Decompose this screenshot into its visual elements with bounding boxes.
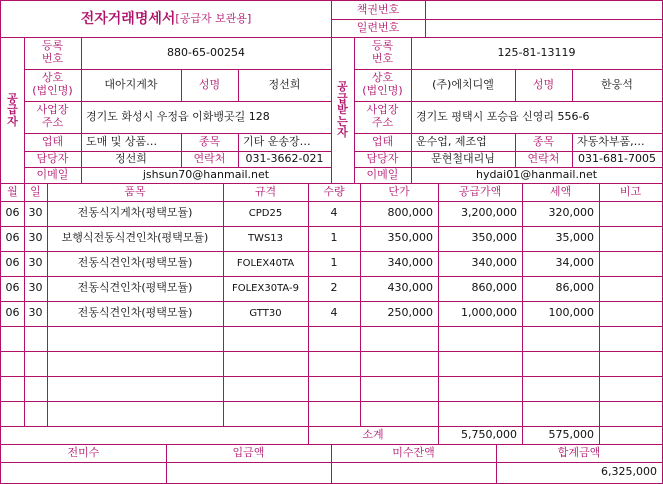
cell-day <box>24 326 47 351</box>
cell-unit-price: 340,000 <box>387 256 433 270</box>
col-item-header: 품목 <box>124 184 146 198</box>
supplier-manager: 정선희 <box>115 151 147 165</box>
supplier-company: 대아지게차 <box>104 77 158 91</box>
cell-supply-value: 350,000 <box>471 231 517 245</box>
cell-note <box>599 226 662 251</box>
cell-spec: CPD25 <box>248 207 283 219</box>
col-note-header: 비고 <box>619 184 642 198</box>
cell-month <box>1 326 24 351</box>
cell-note <box>599 351 662 376</box>
cell-tax: 35,000 <box>555 231 594 245</box>
cell-spec: GTT30 <box>249 307 282 319</box>
unpaid-balance-label: 미수잔액 <box>392 445 435 459</box>
supplier-name: 정선희 <box>268 77 301 91</box>
supplier-reg-no: 880-65-00254 <box>167 45 245 59</box>
cell-month: 06 <box>5 206 20 220</box>
col-tax-header: 세액 <box>549 184 572 198</box>
cell-unit-price <box>360 351 438 376</box>
col-spec-header: 규격 <box>254 184 277 198</box>
total-amount-label: 합계금액 <box>557 445 601 459</box>
title-text: 전자거래명세서 <box>80 10 176 27</box>
cell-qty: 4 <box>330 206 338 220</box>
subtotal-tax: 575,000 <box>548 427 594 441</box>
cell-qty <box>308 376 360 401</box>
table-row <box>1 351 662 376</box>
cell-item-name: 전동식견인차(평택모듈) <box>77 281 193 295</box>
cell-supply-value: 340,000 <box>471 256 517 270</box>
cell-item-name: 보행식전동식견인차(평택모듈) <box>61 231 209 245</box>
cell-unit-price <box>360 401 438 426</box>
items-header-row <box>1 183 662 201</box>
supplier-business-item: 기타 운송장… <box>243 134 311 148</box>
cell-supply-value <box>438 351 522 376</box>
cell-unit-price: 250,000 <box>387 306 433 320</box>
table-row <box>1 276 662 301</box>
cell-note <box>599 251 662 276</box>
cell-tax <box>522 326 599 351</box>
receiver-business-item-label: 종목 <box>532 134 555 148</box>
cell-tax: 100,000 <box>548 306 594 320</box>
cell-item-name: 전동식지게차(평택모듈) <box>77 206 193 220</box>
cell-day <box>24 376 47 401</box>
cell-note <box>599 301 662 326</box>
cell-spec: FOLEX40TA <box>236 257 295 269</box>
table-row <box>1 401 662 426</box>
col-unit-price-header: 단가 <box>388 184 410 198</box>
cell-supply-value: 1,000,000 <box>461 306 517 320</box>
total-amount-value: 6,325,000 <box>601 465 657 479</box>
cell-item-name <box>47 326 223 351</box>
cell-tax: 34,000 <box>555 256 594 270</box>
cell-tax: 86,000 <box>555 281 594 295</box>
cell-qty: 2 <box>330 281 338 295</box>
col-month-header: 월 <box>7 184 18 198</box>
table-row <box>1 376 662 401</box>
supplier-manager-label: 담당자 <box>36 151 69 165</box>
deposit-value <box>166 462 331 483</box>
supplier-reg-no-label: 등록 번호 <box>41 39 64 65</box>
cell-note <box>599 376 662 401</box>
cell-item-name: 전동식견인차(평택모듈) <box>77 256 193 270</box>
cell-qty <box>308 401 360 426</box>
cell-supply-value <box>438 376 522 401</box>
cell-item-name: 전동식견인차(평택모듈) <box>77 306 193 320</box>
supplier-business-item-label: 종목 <box>198 134 221 148</box>
supplier-side-label: 공 급 자 <box>7 91 18 128</box>
subtotal-label: 소계 <box>362 427 384 441</box>
cell-item-name <box>47 376 223 401</box>
cell-unit-price <box>360 376 438 401</box>
subtotal-supply-value: 5,750,000 <box>461 427 517 441</box>
receiver-manager-label: 담당자 <box>366 151 399 165</box>
cell-tax <box>522 401 599 426</box>
cell-unit-price: 800,000 <box>387 206 433 220</box>
book-number-value[interactable] <box>425 1 662 19</box>
cell-day <box>24 401 47 426</box>
title-subtitle: [공급자 보관용] <box>175 11 252 25</box>
receiver-email-label: 이메일 <box>366 167 399 181</box>
supplier-business-type: 도매 및 상품… <box>86 134 158 148</box>
cell-month <box>1 376 24 401</box>
col-day-header: 일 <box>30 184 41 198</box>
cell-month <box>1 401 24 426</box>
cell-supply-value <box>438 326 522 351</box>
serial-number-value[interactable] <box>425 19 662 37</box>
cell-month: 06 <box>5 281 20 295</box>
cell-qty <box>308 326 360 351</box>
table-row <box>1 201 662 226</box>
cell-spec: FOLEX30TA-9 <box>231 282 299 294</box>
supplier-email: jshsun70@hanmail.net <box>142 167 270 181</box>
document-title <box>1 1 331 37</box>
receiver-contact: 031-681-7005 <box>578 151 656 165</box>
receiver-reg-no: 125-81-13119 <box>497 45 576 59</box>
serial-number-label: 일련번호 <box>356 20 400 34</box>
cell-note <box>599 276 662 301</box>
supplier-name-label: 성명 <box>198 77 221 91</box>
cell-day: 30 <box>28 281 43 295</box>
book-number-label: 책권번호 <box>356 2 400 16</box>
receiver-email: hydai01@hanmail.net <box>475 167 598 181</box>
receiver-name: 한웅석 <box>601 77 633 91</box>
receiver-name-label: 성명 <box>532 77 555 91</box>
supplier-contact: 031-3662-021 <box>245 151 324 165</box>
supplier-business-type-label: 업태 <box>41 134 64 148</box>
supplier-email-label: 이메일 <box>36 167 69 181</box>
cell-supply-value: 3,200,000 <box>461 206 517 220</box>
unpaid-balance-value <box>331 462 496 483</box>
cell-unit-price: 430,000 <box>387 281 433 295</box>
cell-qty: 4 <box>330 306 338 320</box>
receiver-business-type: 운수업, 제조업 <box>416 134 487 148</box>
cell-month: 06 <box>5 256 20 270</box>
cell-note <box>599 201 662 226</box>
cell-spec <box>223 326 308 351</box>
receiver-reg-no-label: 등록 번호 <box>371 39 394 65</box>
table-row <box>1 251 662 276</box>
cell-month <box>1 351 24 376</box>
cell-qty: 1 <box>330 231 338 245</box>
deposit-label: 입금액 <box>232 445 265 459</box>
receiver-company: (주)에치디엘 <box>432 77 494 91</box>
table-row <box>1 301 662 326</box>
supplier-company-label: 상호 (법인명) <box>32 71 73 97</box>
col-qty-header: 수량 <box>323 184 345 198</box>
receiver-address: 경기도 평택시 포승읍 신영리 556-6 <box>416 109 590 123</box>
col-supply-value-header: 공급가액 <box>458 184 502 198</box>
cell-spec <box>223 401 308 426</box>
receiver-address-label: 사업장 주소 <box>366 103 399 129</box>
cell-qty: 1 <box>330 256 338 270</box>
cell-supply-value: 860,000 <box>471 281 517 295</box>
cell-unit-price: 350,000 <box>387 231 433 245</box>
supplier-contact-label: 연락처 <box>193 151 226 165</box>
cell-month: 06 <box>5 306 20 320</box>
cell-item-name <box>47 351 223 376</box>
receiver-business-item: 자동차부품,… <box>577 134 645 148</box>
cell-tax: 320,000 <box>548 206 594 220</box>
cell-day: 30 <box>28 256 43 270</box>
receiver-company-label: 상호 (법인명) <box>362 71 403 97</box>
receiver-business-type-label: 업태 <box>371 134 394 148</box>
cell-note <box>599 401 662 426</box>
previous-balance-label: 전미수 <box>67 445 100 459</box>
receiver-contact-label: 연락처 <box>527 151 560 165</box>
cell-spec <box>223 351 308 376</box>
cell-unit-price <box>360 326 438 351</box>
cell-item-name <box>47 401 223 426</box>
cell-supply-value <box>438 401 522 426</box>
cell-day <box>24 351 47 376</box>
receiver-side-label: 공 급 받 는 자 <box>337 80 348 140</box>
receiver-manager: 문현철대리님 <box>431 151 495 165</box>
cell-day: 30 <box>28 306 43 320</box>
cell-tax <box>522 376 599 401</box>
cell-tax <box>522 351 599 376</box>
cell-spec: TWS13 <box>247 232 284 244</box>
supplier-address-label: 사업장 주소 <box>36 103 69 129</box>
cell-day: 30 <box>28 206 43 220</box>
table-row <box>1 326 662 351</box>
cell-month: 06 <box>5 231 20 245</box>
cell-spec <box>223 376 308 401</box>
supplier-address: 경기도 화성시 우정읍 이화뱅곳길 128 <box>86 109 270 123</box>
cell-qty <box>308 351 360 376</box>
previous-balance-value <box>1 462 166 483</box>
cell-day: 30 <box>28 231 43 245</box>
cell-note <box>599 326 662 351</box>
table-row <box>1 226 662 251</box>
